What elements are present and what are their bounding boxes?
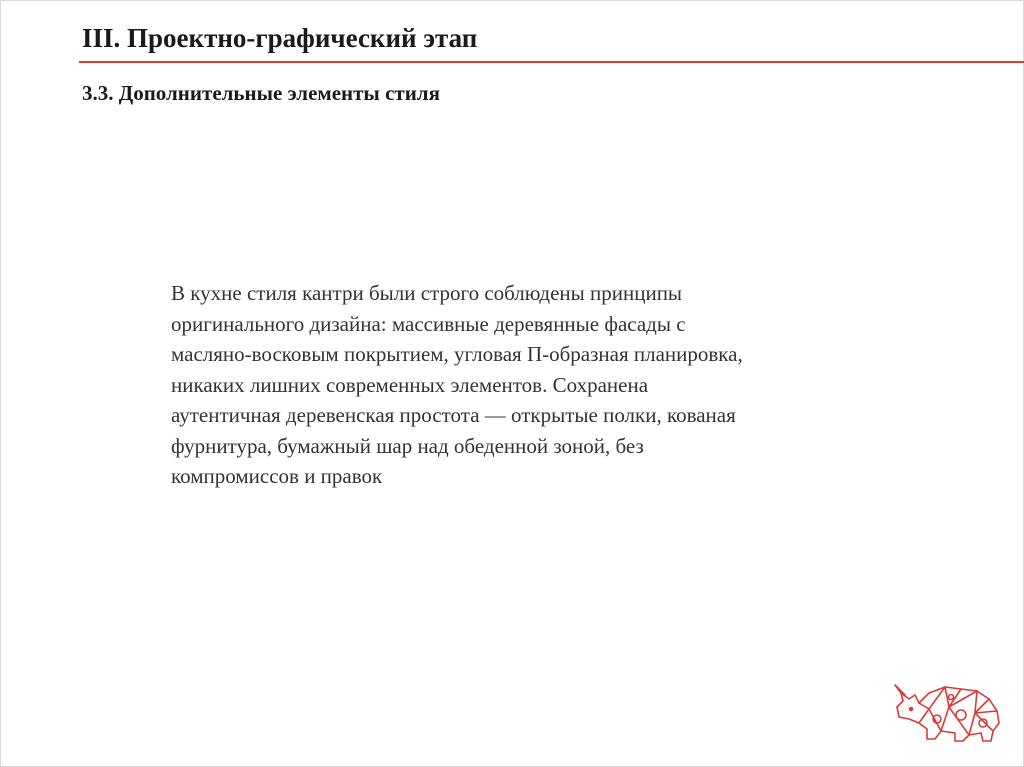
body-line: компромиссов и правок (171, 464, 383, 488)
body-line: фурнитура, бумажный шар над обеденной зоной, без (171, 433, 644, 458)
rhino-icon (889, 679, 1003, 745)
body-line: оригинального дизайна: массивные деревянные фасады с (171, 311, 686, 336)
body-line: никаких лишних современных элементов. Сохранена (171, 372, 649, 397)
body-line: аутентичная деревенская простота — открытые полки, кованая (171, 403, 736, 427)
slide-subtitle: 3.3. Дополнительные элементы стиля (82, 81, 440, 105)
title-divider (79, 61, 1024, 63)
body-paragraph (171, 278, 881, 492)
body-line: В кухне стиля кантри были строго соблюдены принципы (171, 281, 683, 305)
body-line: масляно-восковым покрытием, угловая П-образная планировка, (171, 342, 743, 366)
slide-title: III. Проектно-графический этап (82, 23, 478, 53)
